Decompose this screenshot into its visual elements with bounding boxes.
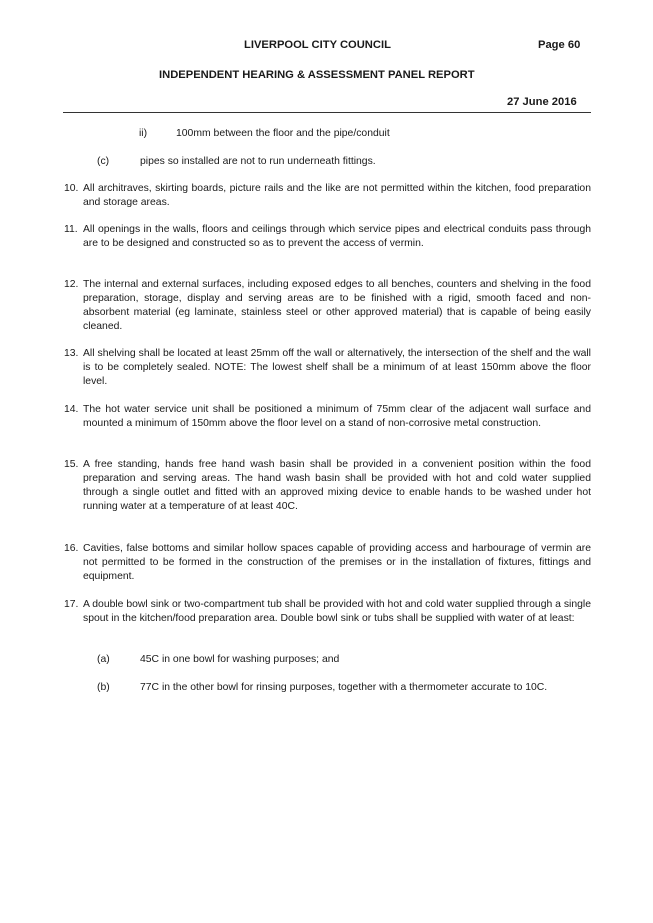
item-number: 12. xyxy=(64,279,79,290)
condition-item-11 xyxy=(64,223,591,251)
subitem-b xyxy=(97,681,591,695)
condition-item-15 xyxy=(64,458,591,514)
subitem-label: (c) xyxy=(97,156,110,167)
condition-item-14 xyxy=(64,403,591,431)
item-text: The internal and external surfaces, including exposed edges to all benches, counters and shelving in the food preparation, storage, display and serving areas are to be finished with a rigid, smooth faced and non-absorbent material (eg laminate, stainless steel or other approved material) that is capable of being easily cleaned. xyxy=(83,279,591,332)
subitem-c xyxy=(97,155,591,169)
condition-item-10 xyxy=(64,182,591,210)
item-text: The hot water service unit shall be positioned a minimum of 75mm clear of the adjacent wall surface and mounted a minimum of 150mm above the floor level on a stand of non-corrosive metal construction. xyxy=(83,404,591,429)
item-text: Cavities, false bottoms and similar hollow spaces capable of providing access and harbourage of vermin are not permitted to be formed in the construction of the premises or in the installation of fixtures, fittings and equipment. xyxy=(83,543,591,582)
page-number: Page 60 xyxy=(538,39,581,51)
subitem-text: pipes so installed are not to run underneath fittings. xyxy=(140,156,376,167)
subitem-a xyxy=(97,653,591,667)
subitem-text: 45C in one bowl for washing purposes; and xyxy=(140,654,340,665)
item-text: All openings in the walls, floors and ceilings through which service pipes and electrical conduits pass through are to be designed and constructed so as to prevent the access of vermin. xyxy=(83,224,591,249)
item-number: 17. xyxy=(64,599,79,610)
item-text: A free standing, hands free hand wash basin shall be provided in a convenient position within the food preparation and serving areas. The hand wash basin shall be provided with hot and cold water supplied through a single outlet and fitted with an approved mixing device to enable hands to be washed under hot running water at a temperature of at least 40C. xyxy=(83,459,591,512)
report-date: 27 June 2016 xyxy=(507,96,577,108)
condition-item-16 xyxy=(64,542,591,584)
condition-item-12 xyxy=(64,278,591,334)
council-name: LIVERPOOL CITY COUNCIL xyxy=(244,39,391,51)
item-number: 13. xyxy=(64,348,79,359)
subitem-text: 100mm between the floor and the pipe/conduit xyxy=(176,128,390,139)
report-title: INDEPENDENT HEARING & ASSESSMENT PANEL REPORT xyxy=(159,69,475,81)
subitem-text: 77C in the other bowl for rinsing purposes, together with a thermometer accurate to 10C. xyxy=(140,682,548,693)
subitem-ii xyxy=(139,127,589,141)
subitem-label: ii) xyxy=(139,128,148,139)
subitem-label: (a) xyxy=(97,654,110,665)
item-number: 16. xyxy=(64,543,79,554)
item-number: 10. xyxy=(64,183,79,194)
item-text: All architraves, skirting boards, picture rails and the like are not permitted within the kitchen, food preparation and storage areas. xyxy=(83,183,591,208)
item-number: 14. xyxy=(64,404,79,415)
header-divider xyxy=(63,112,591,113)
item-text: A double bowl sink or two-compartment tub shall be provided with hot and cold water supplied through a single spout in the kitchen/food preparation area. Double bowl sink or tubs shall be supplied with water of at least: xyxy=(83,599,591,624)
condition-item-13 xyxy=(64,347,591,389)
item-text: All shelving shall be located at least 25mm off the wall or alternatively, the intersection of the shelf and the wall is to be completely sealed. NOTE: The lowest shelf shall be a minimum of at least 150mm above the floor level. xyxy=(83,348,591,387)
subitem-label: (b) xyxy=(97,682,110,693)
item-number: 15. xyxy=(64,459,79,470)
condition-item-17 xyxy=(64,598,591,626)
item-number: 11. xyxy=(64,224,78,235)
